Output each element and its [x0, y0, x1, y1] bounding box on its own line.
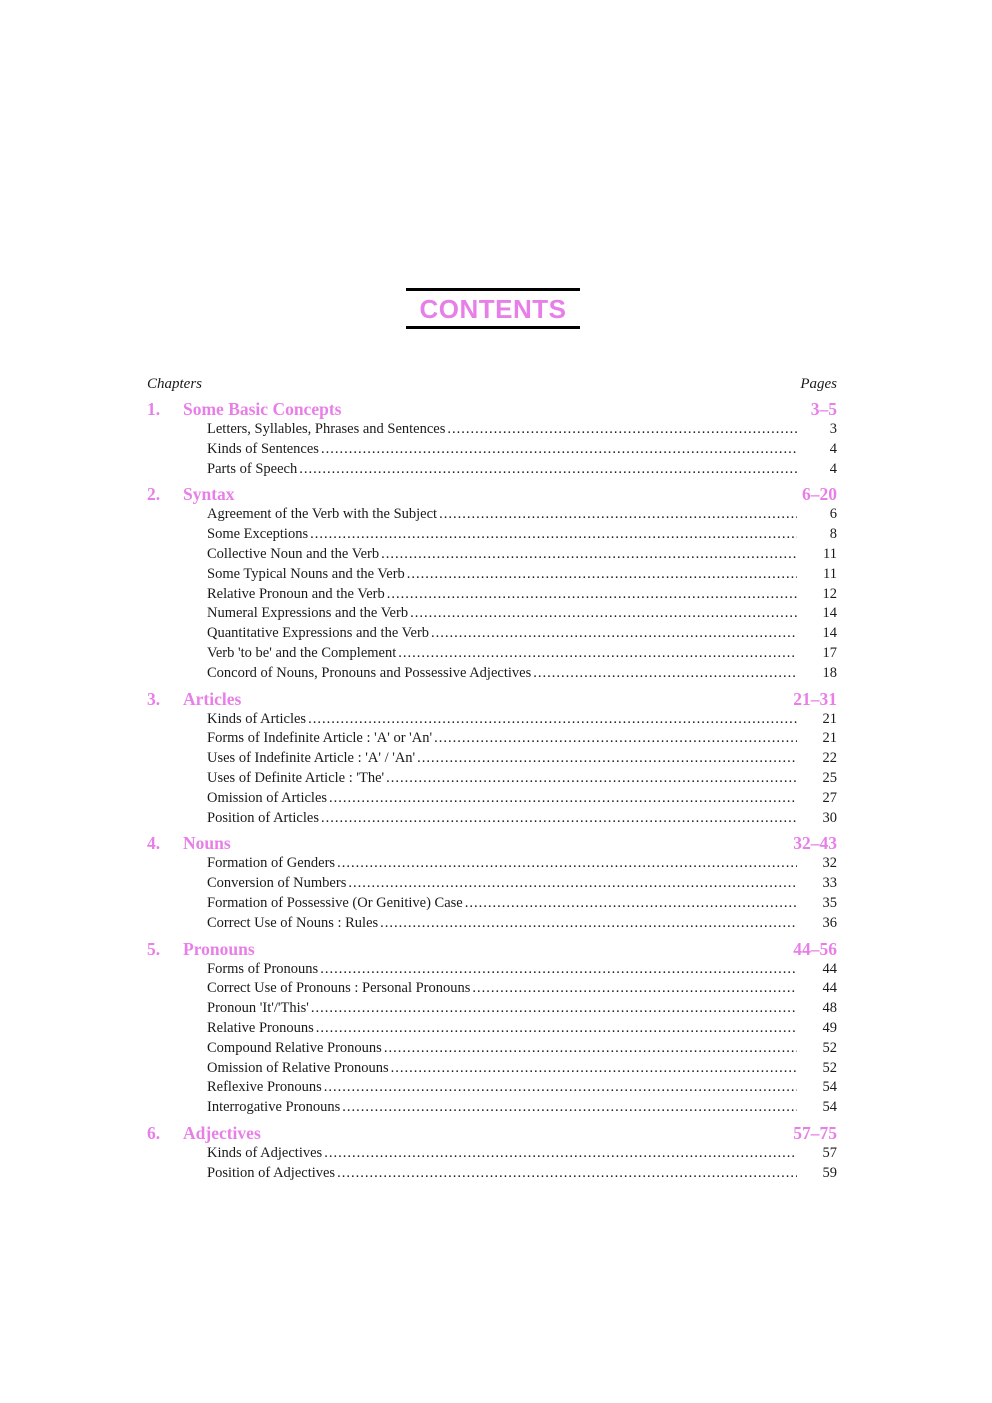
topic-title: Pronoun 'It'/'This': [207, 1000, 309, 1017]
topic-entry[interactable]: [207, 1000, 837, 1020]
topic-entry[interactable]: [207, 1060, 837, 1080]
topic-page-number: 36: [822, 914, 837, 931]
dot-leader: [348, 875, 797, 892]
topic-page-number: 14: [822, 605, 837, 622]
dot-leader: [299, 461, 797, 478]
topic-page-number: 14: [822, 625, 837, 642]
chapter-section: [147, 484, 837, 684]
dot-leader: [310, 526, 797, 543]
dot-leader: [308, 711, 797, 728]
topic-title: Omission of Relative Pronouns: [207, 1059, 389, 1076]
topic-page-number: 18: [822, 664, 837, 681]
dot-leader: [381, 546, 797, 563]
topic-entry[interactable]: [207, 1079, 837, 1099]
dot-leader: [337, 855, 797, 872]
dot-leader: [407, 566, 797, 583]
topic-entry[interactable]: [207, 586, 837, 606]
topic-title: Numeral Expressions and the Verb: [207, 605, 409, 622]
topic-title: Concord of Nouns, Pronouns and Possessive Adjectives: [207, 664, 532, 681]
topic-page-number: 49: [822, 1019, 837, 1036]
contents-heading: [406, 288, 580, 328]
topic-entry[interactable]: [207, 1040, 837, 1060]
topic-title: Correct Use of Nouns : Rules: [207, 914, 379, 931]
topic-page-number: 48: [822, 1000, 837, 1017]
topic-title: Reflexive Pronouns: [207, 1079, 322, 1096]
chapter-heading-row[interactable]: [147, 833, 837, 855]
topic-entry[interactable]: [207, 441, 837, 461]
chapter-number: 4.: [147, 833, 161, 854]
chapter-section: [147, 689, 837, 830]
topic-title: Kinds of Adjectives: [207, 1144, 323, 1161]
topic-page-number: 44: [822, 960, 837, 977]
dot-leader: [410, 605, 797, 622]
topic-title: Formation of Possessive (Or Genitive) Case: [207, 894, 463, 911]
topic-entry[interactable]: [207, 421, 837, 441]
chapter-section: [147, 1123, 837, 1185]
topic-page-number: 32: [822, 855, 837, 872]
topic-entry[interactable]: [207, 526, 837, 546]
chapter-heading-row[interactable]: [147, 939, 837, 961]
pages-column-header: Pages: [800, 376, 837, 392]
chapter-number: 6.: [147, 1122, 161, 1143]
topic-entry[interactable]: [207, 980, 837, 1000]
topic-entry[interactable]: [207, 961, 837, 981]
topic-page-number: 25: [822, 769, 837, 786]
topic-title: Conversion of Numbers: [207, 875, 347, 892]
topic-page-number: 21: [822, 710, 837, 727]
chapter-number: 2.: [147, 484, 161, 505]
topic-entry[interactable]: [207, 895, 837, 915]
chapter-section: [147, 399, 837, 480]
chapter-number: 5.: [147, 938, 161, 959]
topic-entry[interactable]: [207, 1145, 837, 1165]
topic-title: Verb 'to be' and the Complement: [207, 644, 397, 661]
dot-leader: [342, 1099, 797, 1116]
dot-leader: [533, 665, 797, 682]
chapter-page-range: 32–43: [793, 833, 837, 854]
chapter-title: Nouns: [183, 833, 231, 854]
dot-leader: [387, 586, 797, 603]
topic-page-number: 6: [829, 506, 837, 523]
topic-entry[interactable]: [207, 461, 837, 481]
topic-title: Some Typical Nouns and the Verb: [207, 565, 405, 582]
topic-entry[interactable]: [207, 711, 837, 731]
dot-leader: [434, 730, 797, 747]
topic-page-number: 8: [829, 526, 837, 543]
chapter-number: 1.: [147, 399, 161, 419]
dot-leader: [386, 770, 797, 787]
dot-leader: [320, 961, 797, 978]
topic-page-number: 27: [822, 789, 837, 806]
topic-entry[interactable]: [207, 810, 837, 830]
topic-page-number: 35: [822, 894, 837, 911]
topic-entry[interactable]: [207, 750, 837, 770]
dot-leader: [324, 1079, 797, 1096]
topic-page-number: 11: [823, 545, 837, 562]
topic-page-number: 21: [822, 730, 837, 747]
dot-leader: [324, 1145, 797, 1162]
chapter-page-range: 3–5: [810, 399, 837, 419]
dot-leader: [465, 895, 797, 912]
dot-leader: [431, 625, 797, 642]
dot-leader: [329, 790, 797, 807]
topic-entry[interactable]: [207, 645, 837, 665]
dot-leader: [311, 1000, 797, 1017]
chapter-number: 3.: [147, 688, 161, 709]
topic-entry[interactable]: [207, 855, 837, 875]
dot-leader: [384, 1040, 797, 1057]
topic-entry[interactable]: [207, 915, 837, 935]
chapters-column-header: Chapters: [147, 376, 203, 392]
table-of-contents: [147, 399, 837, 1189]
topic-title: Compound Relative Pronouns: [207, 1039, 382, 1056]
topic-page-number: 22: [822, 750, 837, 767]
topic-page-number: 54: [822, 1079, 837, 1096]
topic-title: Kinds of Articles: [207, 710, 307, 727]
topic-page-number: 52: [822, 1059, 837, 1076]
topic-title: Formation of Genders: [207, 855, 336, 872]
topic-entry[interactable]: [207, 770, 837, 790]
topic-title: Uses of Definite Article : 'The': [207, 769, 385, 786]
chapter-section: [147, 939, 837, 1119]
topic-entry[interactable]: [207, 1020, 837, 1040]
topic-title: Position of Articles: [207, 809, 319, 826]
dot-leader: [398, 645, 797, 662]
topic-entry[interactable]: [207, 506, 837, 526]
dot-leader: [447, 421, 797, 438]
topic-page-number: 33: [822, 875, 837, 892]
topic-entry[interactable]: [207, 605, 837, 625]
chapter-heading-row[interactable]: [147, 689, 837, 711]
topic-title: Relative Pronouns: [207, 1019, 314, 1036]
topic-title: Relative Pronoun and the Verb: [207, 585, 385, 602]
chapter-heading-row[interactable]: [147, 1123, 837, 1145]
dot-leader: [472, 980, 797, 997]
topic-page-number: 57: [822, 1144, 837, 1161]
chapter-title: Some Basic Concepts: [183, 399, 342, 419]
chapter-heading-row[interactable]: [147, 484, 837, 506]
topic-title: Quantitative Expressions and the Verb: [207, 625, 430, 642]
topic-title: Interrogative Pronouns: [207, 1099, 341, 1116]
dot-leader: [439, 506, 797, 523]
topic-entry[interactable]: [207, 566, 837, 586]
chapter-title: Articles: [183, 688, 242, 709]
topic-entry[interactable]: [207, 730, 837, 750]
topic-title: Uses of Indefinite Article : 'A' / 'An': [207, 750, 416, 767]
topic-entry[interactable]: [207, 1165, 837, 1185]
chapter-title: Pronouns: [183, 938, 255, 959]
topic-page-number: 3: [829, 421, 837, 437]
chapter-heading-row[interactable]: [147, 399, 837, 421]
topic-entry[interactable]: [207, 1099, 837, 1119]
heading-top-rule: [406, 288, 580, 291]
topic-title: Parts of Speech: [207, 460, 298, 477]
chapter-title: Adjectives: [183, 1122, 261, 1143]
topic-title: Letters, Syllables, Phrases and Sentences: [207, 421, 446, 437]
chapter-title: Syntax: [183, 484, 235, 505]
topic-page-number: 44: [822, 980, 837, 997]
topic-title: Kinds of Sentences: [207, 440, 319, 457]
topic-page-number: 4: [829, 440, 837, 457]
topic-title: Forms of Pronouns: [207, 960, 319, 977]
dot-leader: [321, 441, 797, 458]
topic-page-number: 12: [822, 585, 837, 602]
chapter-section: [147, 833, 837, 934]
topic-page-number: 17: [822, 644, 837, 661]
topic-page-number: 59: [822, 1164, 837, 1181]
topic-title: Some Exceptions: [207, 526, 309, 543]
topic-page-number: 54: [822, 1099, 837, 1116]
topic-title: Correct Use of Pronouns : Personal Pronouns: [207, 980, 471, 997]
topic-entry[interactable]: [207, 625, 837, 645]
topic-page-number: 11: [823, 565, 837, 582]
chapter-page-range: 57–75: [793, 1122, 837, 1143]
chapter-page-range: 6–20: [802, 484, 837, 505]
topic-title: Position of Adjectives: [207, 1164, 336, 1181]
dot-leader: [316, 1020, 797, 1037]
chapter-page-range: 44–56: [793, 938, 837, 959]
dot-leader: [417, 750, 797, 767]
topic-title: Forms of Indefinite Article : 'A' or 'An': [207, 730, 433, 747]
dot-leader: [391, 1060, 797, 1077]
page-title: CONTENTS: [419, 294, 567, 324]
topic-title: Agreement of the Verb with the Subject: [207, 506, 438, 523]
topic-page-number: 52: [822, 1039, 837, 1056]
topic-page-number: 4: [829, 460, 837, 477]
topic-page-number: 30: [822, 809, 837, 826]
topic-entry[interactable]: [207, 790, 837, 810]
topic-title: Collective Noun and the Verb: [207, 545, 380, 562]
topic-entry[interactable]: [207, 546, 837, 566]
chapter-page-range: 21–31: [793, 688, 837, 709]
topic-title: Omission of Articles: [207, 789, 328, 806]
dot-leader: [380, 915, 797, 932]
topic-entry[interactable]: [207, 875, 837, 895]
heading-bottom-rule: [406, 326, 580, 329]
dot-leader: [337, 1165, 797, 1182]
dot-leader: [321, 810, 797, 827]
topic-entry[interactable]: [207, 665, 837, 685]
